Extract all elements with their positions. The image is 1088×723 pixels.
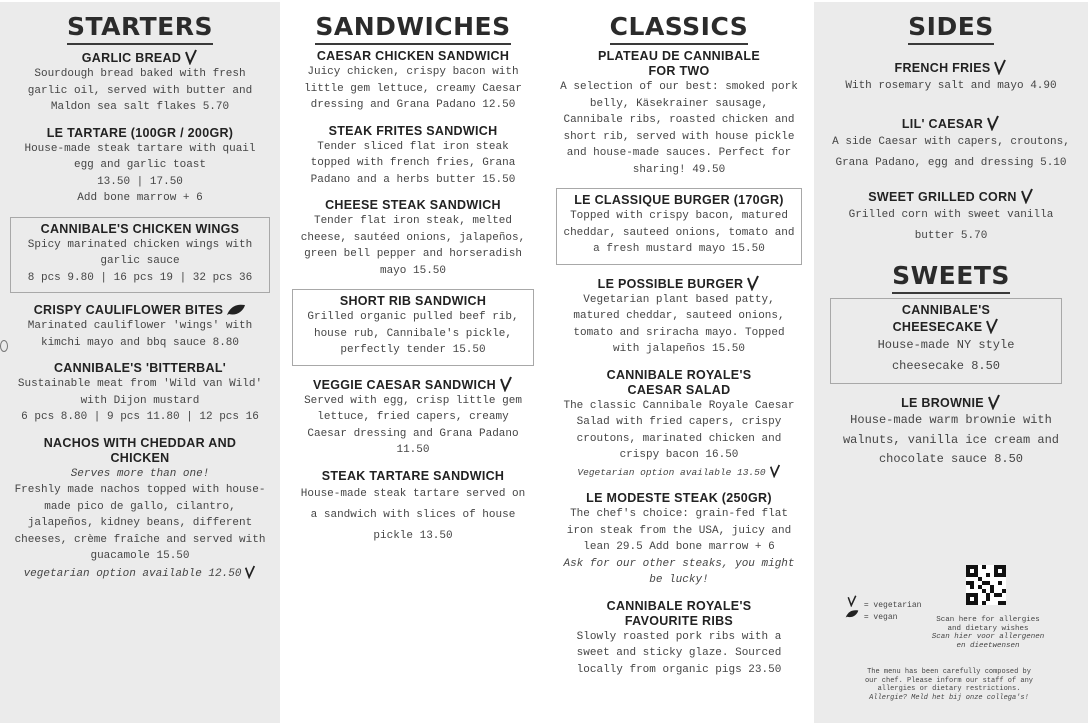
menu-item xyxy=(296,124,530,189)
item-name: LE BROWNIE xyxy=(901,396,984,410)
legend-vegetarian: = vegetarian xyxy=(863,601,922,610)
item-description: Tender sliced flat iron steak topped with french fries, Grana Padano and a herbs butter 15.50 xyxy=(310,140,516,186)
item-name: STEAK TARTARE SANDWICH xyxy=(321,468,505,483)
item-description: Vegetarian plant based patty, matured cheddar, sauteed onions, tomato and sriracha mayo. Topped with jalapeños 15.50 xyxy=(573,293,785,355)
item-name: CANNIBALE ROYALE'S CAESAR SALAD xyxy=(606,367,752,397)
item-name: LE TARTARE (100GR / 200GR) xyxy=(46,125,234,140)
item-name: LE POSSIBLE BURGER xyxy=(597,276,744,291)
item-description: Topped with crispy bacon, matured cheddar, sauteed onions, tomato and a fresh mustard mayo 15.50 xyxy=(563,210,795,255)
menu-item xyxy=(828,394,1074,470)
item-name: NACHOS WITH CHEDDAR AND CHICKEN xyxy=(43,435,237,465)
item-description: Freshly made nachos topped with house-made pico de gallo, cilantro, jalapeños, kidney beans, different cheeses, crème fraîche and served with guacamole 15.50 xyxy=(14,484,266,562)
item-description: Sourdough bread baked with fresh garlic oil, served with butter and Maldon sea salt flakes 5.70 xyxy=(27,68,253,113)
item-price: 6 pcs 8.80 | 9 pcs 11.80 | 12 pcs 16 xyxy=(21,411,259,423)
item-description: House-made steak tartare served on a sandwich with slices of house pickle 13.50 xyxy=(300,487,526,542)
item-price: 13.50 | 17.50 xyxy=(97,175,183,188)
menu-item xyxy=(828,59,1074,97)
menu-item xyxy=(828,115,1074,174)
item-note: Serves more than one! xyxy=(70,467,210,480)
qr-caption: Scan here for allergies and dietary wishes Scan hier voor allergenen en dieetwensen xyxy=(931,616,1045,650)
menu-item xyxy=(560,491,798,589)
item-description: House-made steak tartare with quail egg and garlic toast xyxy=(24,142,256,171)
item-name: CRISPY CAULIFLOWER BITES xyxy=(33,303,224,317)
item-description: The chef's choice: grain-fed flat iron steak from the USA, juicy and lean 29.5 Add bone marrow + 6 xyxy=(566,508,792,553)
menu-item xyxy=(296,469,530,547)
menu-item xyxy=(296,376,530,459)
item-name: PLATEAU DE CANNIBALE FOR TWO xyxy=(597,49,761,78)
classics-title: CLASSICS xyxy=(610,12,749,45)
item-description: Spicy marinated chicken wings with garlic sauce xyxy=(27,238,253,267)
menu-item xyxy=(560,49,798,178)
menu-item-featured xyxy=(556,188,802,265)
item-description: Grilled corn with sweet vanilla butter 5.70 xyxy=(848,209,1054,242)
item-description: Served with egg, crisp little gem lettuce, fried capers, creamy Caesar dressing and Grana Padano 11.50 xyxy=(304,394,522,456)
menu-item xyxy=(560,368,798,482)
vegetarian-icon xyxy=(985,318,999,334)
item-description: House-made NY style cheesecake 8.50 xyxy=(877,338,1015,373)
menu-item xyxy=(828,188,1074,247)
vegetarian-icon xyxy=(244,565,256,579)
menu-item xyxy=(560,599,798,679)
footer-note: The menu has been carefully composed by our chef. Please inform our staff of any allergies or dietary restrictions. Allergie? Meld het bij onze collega's! xyxy=(864,668,1034,702)
sandwiches-title: SANDWICHES xyxy=(315,12,510,45)
page-edge-mark xyxy=(0,340,8,352)
item-description: House-made warm brownie with walnuts, vanilla ice cream and chocolate sauce 8.50 xyxy=(842,413,1060,466)
item-price: 8 pcs 9.80 | 16 pcs 19 | 32 pcs 36 xyxy=(27,271,253,284)
menu-item xyxy=(296,49,530,114)
item-name: CANNIBALE'S CHEESECAKE xyxy=(892,303,991,334)
menu-item xyxy=(14,49,266,116)
vegan-leaf-icon xyxy=(845,609,859,619)
menu-item xyxy=(560,275,798,358)
item-name: LE CLASSIQUE BURGER (170GR) xyxy=(574,193,784,207)
item-name: VEGGIE CAESAR SANDWICH xyxy=(312,377,496,392)
item-description: Grilled organic pulled beef rib, house rub, Cannibale's pickle, perfectly tender 15.50 xyxy=(307,311,519,356)
item-name: STEAK FRITES SANDWICH xyxy=(328,123,498,138)
menu-item xyxy=(296,198,530,279)
item-name: LE MODESTE STEAK (250GR) xyxy=(586,491,772,505)
item-description: With rosemary salt and mayo 4.90 xyxy=(845,80,1057,92)
vegetarian-option-note: vegetarian option available 12.50 xyxy=(23,567,242,580)
item-name: CAESAR CHICKEN SANDWICH xyxy=(316,49,510,63)
vegetarian-icon xyxy=(184,49,198,65)
legend-vegan: = vegan xyxy=(863,613,898,622)
vegetarian-icon xyxy=(1020,188,1034,204)
item-description: A selection of our best: smoked pork belly, Käsekrainer sausage, Cannibale ribs, roasted chicken and short rib, served with house pickle and house-made sauces. Perfect for sharing! 49.50 xyxy=(560,81,798,176)
item-extra: Add bone marrow + 6 xyxy=(77,192,203,204)
menu-item-featured xyxy=(830,298,1062,384)
item-description: A side Caesar with capers, croutons, Grana Padano, egg and dressing 5.10 xyxy=(832,136,1070,169)
classics-column xyxy=(546,2,812,723)
item-name: CANNIBALE ROYALE'S FAVOURITE RIBS xyxy=(606,598,752,628)
vegetarian-icon xyxy=(986,115,1000,131)
item-description: Slowly roasted pork ribs with a sweet and sticky glaze. Sourced locally from organic pigs 23.50 xyxy=(576,630,782,676)
item-name: CHEESE STEAK SANDWICH xyxy=(325,198,501,212)
item-name: CANNIBALE'S 'BITTERBAL' xyxy=(53,361,227,375)
item-name: LIL' CAESAR xyxy=(901,117,984,131)
starters-column xyxy=(0,2,280,723)
starters-title: STARTERS xyxy=(67,12,213,45)
menu-item-featured xyxy=(10,217,270,294)
vegetarian-icon xyxy=(499,376,513,392)
vegan-leaf-icon xyxy=(226,303,246,317)
diet-legend xyxy=(845,595,935,623)
qr-code[interactable] xyxy=(966,565,1006,605)
menu-item xyxy=(14,303,266,351)
item-description: Juicy chicken, crispy bacon with little gem lettuce, creamy Caesar dressing and Grana Padano 12.50 xyxy=(304,66,522,111)
menu-item xyxy=(14,361,266,426)
item-note: Ask for our other steaks, you might be lucky! xyxy=(563,557,795,586)
menu-item-featured xyxy=(292,289,534,366)
menu-item xyxy=(14,436,266,583)
sides-title: SIDES xyxy=(908,12,994,45)
item-name: SHORT RIB SANDWICH xyxy=(339,294,487,308)
sweets-title: SWEETS xyxy=(892,261,1010,294)
menu-item xyxy=(14,126,266,207)
item-description: Sustainable meat from 'Wild van Wild' with Dijon mustard xyxy=(17,378,263,407)
vegetarian-icon xyxy=(845,595,859,607)
item-name: GARLIC BREAD xyxy=(81,51,182,65)
vegetarian-option-note: Vegetarian option available 13.50 xyxy=(577,466,766,478)
vegetarian-icon xyxy=(987,394,1001,410)
sandwiches-column xyxy=(282,2,544,723)
vegetarian-icon xyxy=(746,275,760,291)
item-name: FRENCH FRIES xyxy=(894,61,991,75)
item-description: Marinated cauliflower 'wings' with kimchi mayo and bbq sauce 8.80 xyxy=(27,320,253,349)
vegetarian-icon xyxy=(769,464,781,478)
item-name: SWEET GRILLED CORN xyxy=(868,190,1017,204)
item-description: Tender flat iron steak, melted cheese, sautéed onions, jalapeños, green bell pepper and horseradish mayo 15.50 xyxy=(300,215,526,277)
item-description: The classic Cannibale Royale Caesar Salad with fried capers, crispy croutons, marinated chicken and crispy bacon 16.50 xyxy=(563,399,795,461)
item-name: CANNIBALE'S CHICKEN WINGS xyxy=(40,221,240,236)
vegetarian-icon xyxy=(993,59,1007,75)
